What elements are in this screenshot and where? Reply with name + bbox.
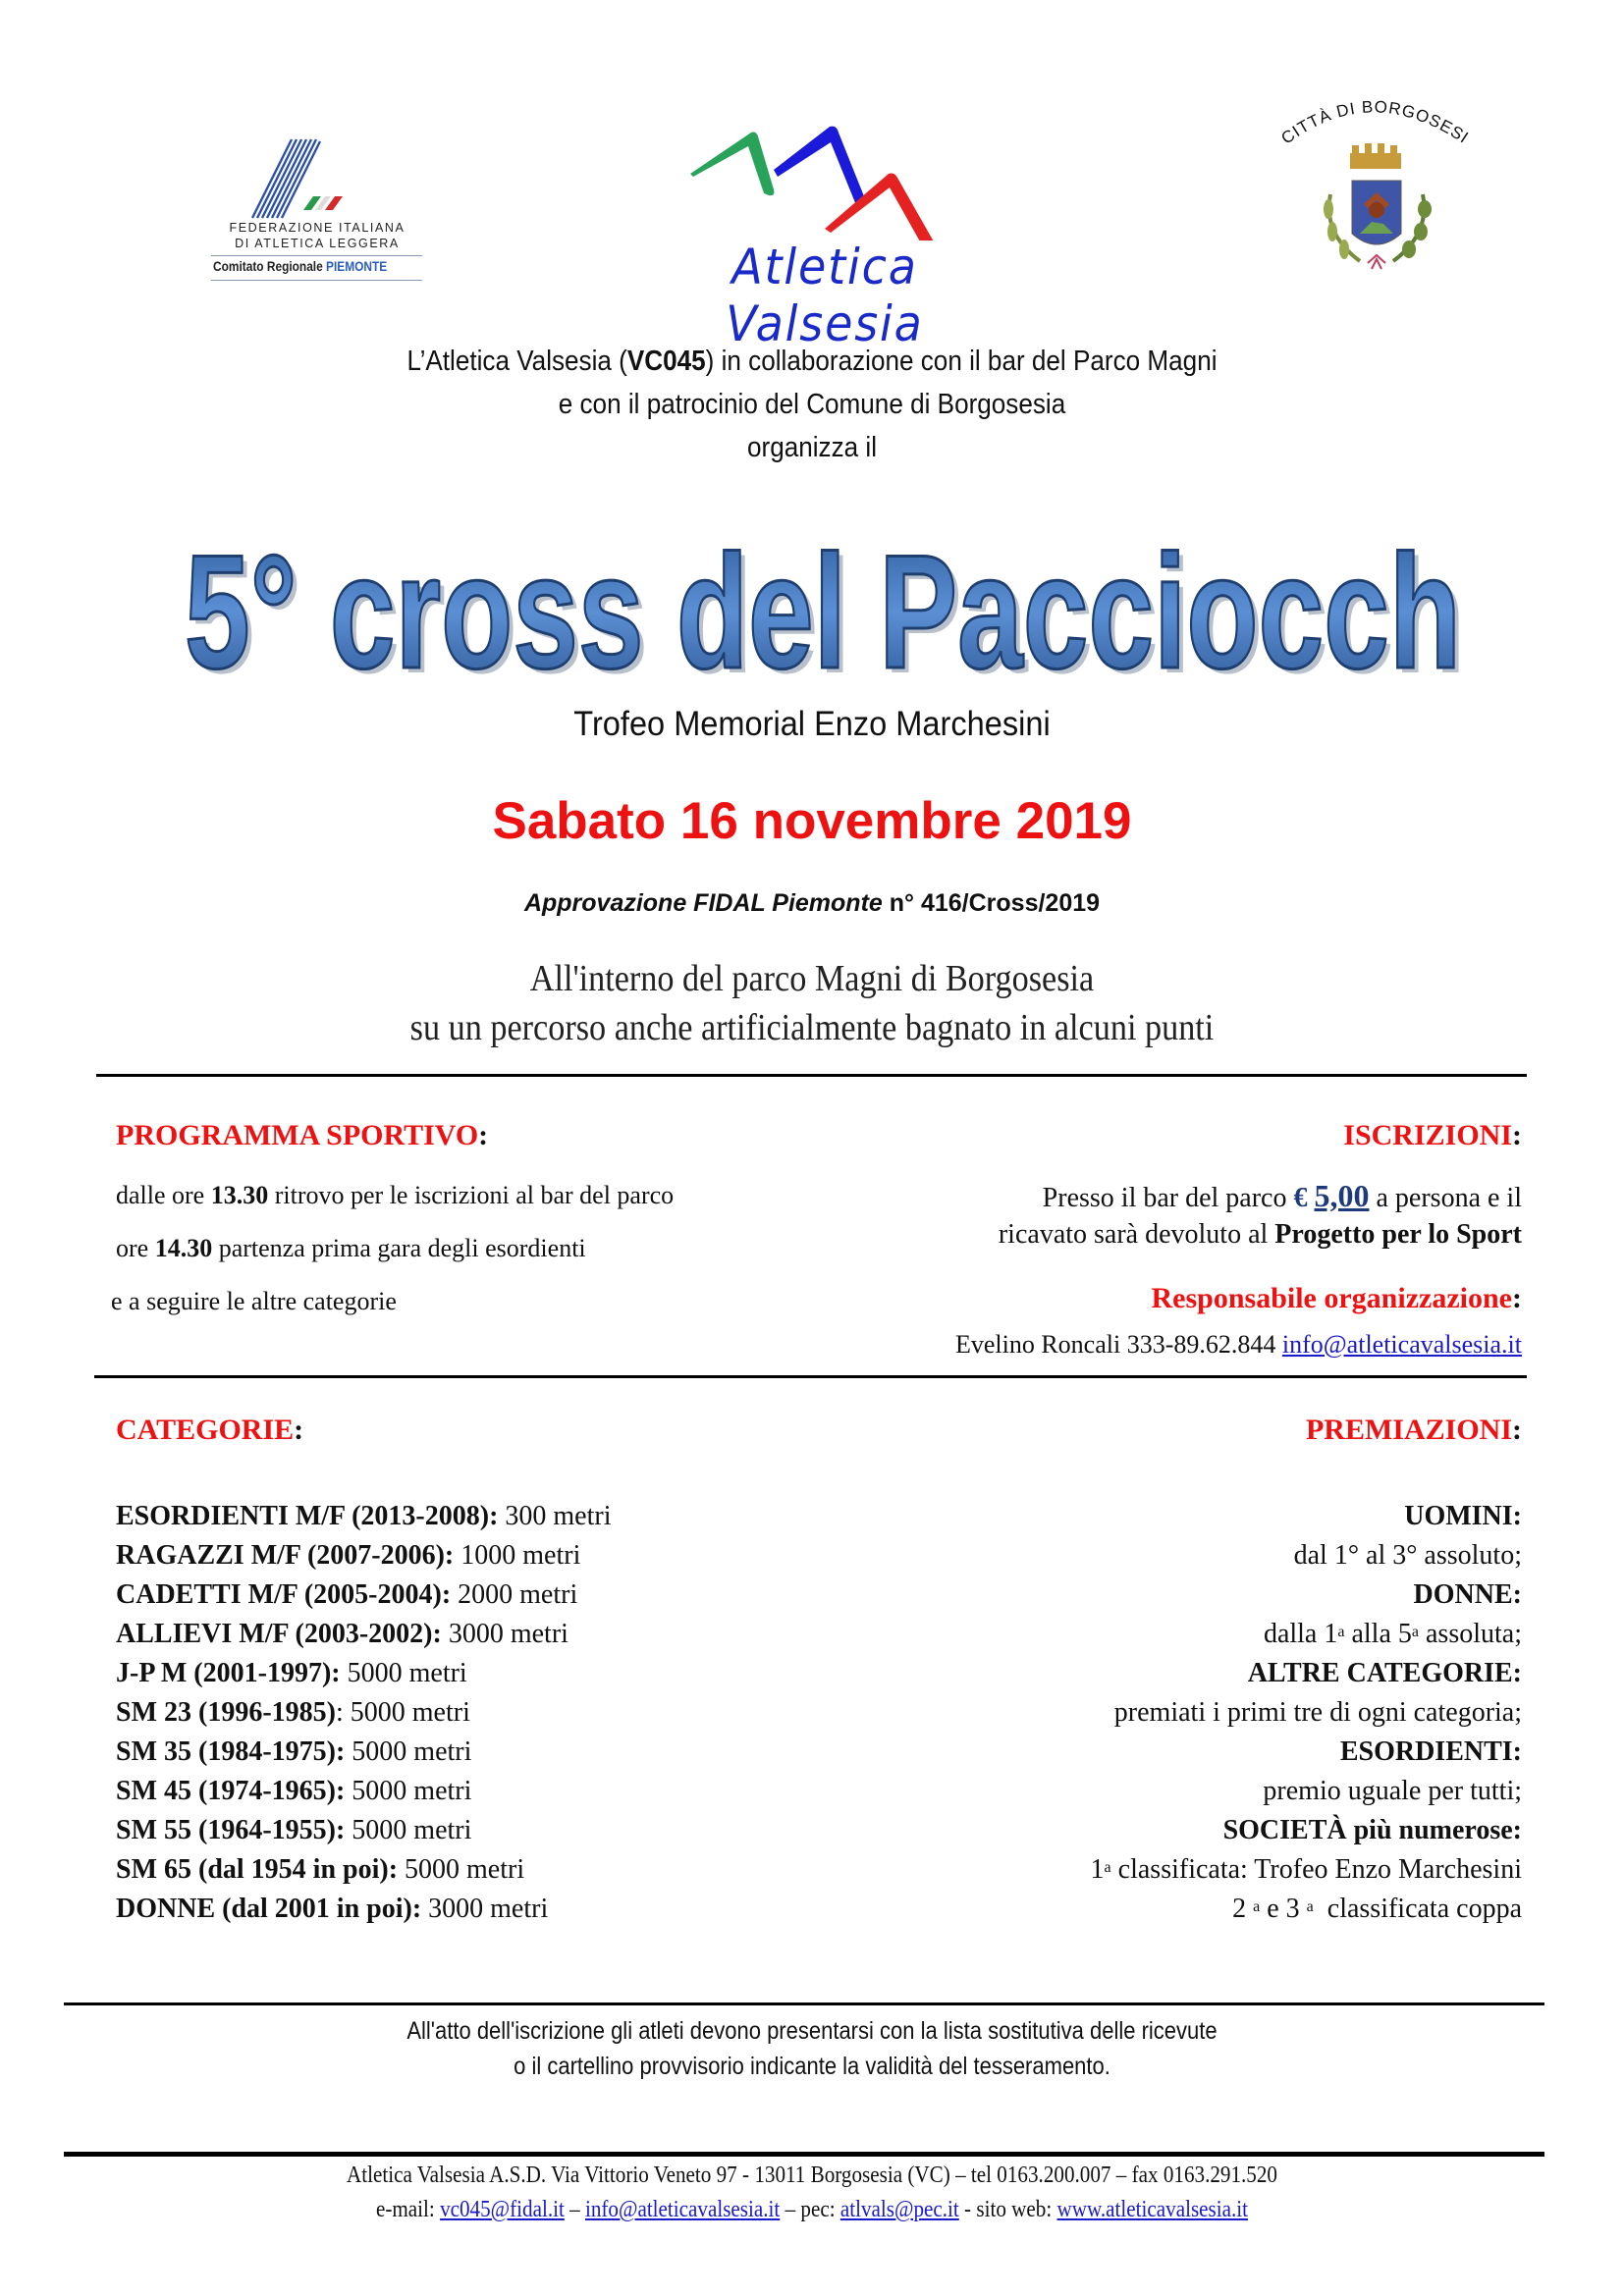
intro-line-3: organizza il bbox=[746, 432, 878, 463]
programma-text: partenza prima gara degli esordienti bbox=[212, 1234, 586, 1262]
prize-text: assoluta; bbox=[1419, 1619, 1522, 1649]
pec-label: – pec: bbox=[780, 2197, 840, 2222]
fidal-logo bbox=[201, 128, 427, 285]
event-title bbox=[167, 525, 1483, 697]
club-name: Atletica Valsesia bbox=[726, 239, 924, 352]
category-row bbox=[116, 1733, 612, 1772]
altre-categorie-label: ALTRE CATEGORIE: bbox=[1247, 1658, 1522, 1688]
notice-line-2: o il cartellino provvisorio indicante la validità del tesseramento. bbox=[514, 2053, 1110, 2080]
category-distance: 3000 metri bbox=[441, 1619, 568, 1649]
prize-text: 1 bbox=[1090, 1854, 1105, 1885]
start-time: 14.30 bbox=[154, 1234, 213, 1262]
ordinal-suffix: a bbox=[1306, 1898, 1314, 1915]
categorie-title: CATEGORIE bbox=[116, 1414, 295, 1446]
category-distance: 5000 metri bbox=[345, 1776, 472, 1806]
ordinal-suffix: a bbox=[1104, 1859, 1111, 1876]
entry-price: 5,00 bbox=[1314, 1178, 1370, 1213]
category-row bbox=[116, 1890, 612, 1929]
ordinal-suffix: a bbox=[1253, 1898, 1261, 1915]
category-label: CADETTI M/F (2005-2004): bbox=[116, 1579, 452, 1610]
category-row bbox=[116, 1772, 612, 1811]
currency-symbol: € bbox=[1293, 1183, 1308, 1213]
iscrizioni-line-1 bbox=[1043, 1178, 1522, 1214]
intro-line-2: e con il patrocinio del Comune di Borgosesia bbox=[558, 389, 1066, 420]
categorie-heading bbox=[116, 1414, 303, 1447]
club-code: VC045 bbox=[626, 346, 706, 377]
fidal-divider bbox=[211, 255, 422, 256]
programma-title: PROGRAMMA SPORTIVO bbox=[116, 1119, 479, 1151]
category-label: ESORDIENTI M/F (2013-2008): bbox=[116, 1501, 499, 1531]
intro-text: L’Atletica Valsesia ( bbox=[406, 346, 627, 377]
divider-1 bbox=[96, 1074, 1527, 1077]
category-row bbox=[116, 1654, 612, 1693]
category-label: RAGAZZI M/F (2007-2006): bbox=[116, 1540, 455, 1571]
category-row bbox=[116, 1615, 612, 1654]
town-name-arc: CITTÀ DI BORGOSESI bbox=[1277, 97, 1473, 148]
ordinal-suffix: a bbox=[1411, 1624, 1419, 1640]
approval-label: Approvazione FIDAL Piemonte bbox=[523, 889, 883, 917]
mountains-icon bbox=[589, 103, 1041, 240]
footer-address: Atletica Valsesia A.S.D. Via Vittorio Veneto 97 - 13011 Borgosesia (VC) – tel 0163.200.007 – fax 0163.291.520 bbox=[347, 2163, 1277, 2188]
altre-categorie-prize: premiati i primi tre di ogni categoria; bbox=[1113, 1697, 1522, 1728]
fidal-committee bbox=[213, 258, 393, 274]
category-distance: 5000 metri bbox=[345, 1815, 472, 1845]
programma-text: ore bbox=[116, 1234, 155, 1262]
event-title-shadow: 5° cross del Pacciocch bbox=[189, 526, 1466, 697]
prize-text: 2 bbox=[1232, 1894, 1254, 1924]
uomini-label: UOMINI: bbox=[1404, 1501, 1522, 1531]
atletica-valsesia-logo bbox=[589, 103, 1041, 352]
esordienti-prize: premio uguale per tutti; bbox=[1263, 1776, 1522, 1806]
category-distance: 3000 metri bbox=[421, 1894, 549, 1924]
iscrizioni-text: ricavato sarà devoluto al bbox=[998, 1219, 1275, 1250]
category-row bbox=[116, 1497, 612, 1536]
iscrizioni-text: Presso il bar del parco bbox=[1042, 1183, 1294, 1213]
responsabile-heading bbox=[1152, 1282, 1523, 1315]
email-label: e-mail: bbox=[375, 2197, 441, 2222]
donne-label: DONNE: bbox=[1413, 1579, 1522, 1610]
programma-text: dalle ore bbox=[116, 1181, 211, 1209]
iscrizioni-line-2 bbox=[999, 1219, 1522, 1251]
event-date: Sabato 16 novembre 2019 bbox=[492, 792, 1132, 850]
intro-text: ) in collaborazione con il bar del Parco Magni bbox=[705, 346, 1218, 377]
category-row bbox=[116, 1850, 612, 1890]
fidal-committee-label: Comitato Regionale bbox=[213, 258, 323, 274]
programma-line-2 bbox=[116, 1234, 586, 1263]
category-distance: 5000 metri bbox=[340, 1658, 467, 1688]
website-label: - sito web: bbox=[958, 2197, 1057, 2222]
category-label: SM 65 (dal 1954 in poi): bbox=[116, 1854, 399, 1885]
location-line-1: All'interno del parco Magni di Borgosesia bbox=[529, 958, 1095, 999]
societa-first-prize bbox=[638, 1850, 1522, 1890]
beneficiary-project: Progetto per lo Sport bbox=[1274, 1219, 1522, 1250]
approval-number: n° 416/Cross/2019 bbox=[882, 889, 1101, 917]
category-row bbox=[116, 1811, 612, 1850]
ritrovo-time: 13.30 bbox=[210, 1181, 269, 1209]
esordienti-label: ESORDIENTI: bbox=[1339, 1736, 1522, 1767]
programma-line-3: e a seguire le altre categorie bbox=[111, 1287, 397, 1315]
fidal-region-label: PIEMONTE bbox=[326, 258, 388, 274]
category-label: J-P M (2001-1997): bbox=[116, 1658, 341, 1688]
category-distance: 1000 metri bbox=[454, 1540, 581, 1571]
prize-text: dalla 1 bbox=[1263, 1619, 1338, 1649]
event-title-text: 5° cross del Pacciocch bbox=[185, 525, 1461, 697]
website-link[interactable]: www.atleticavalsesia.it bbox=[1056, 2197, 1249, 2222]
iscrizioni-heading bbox=[1343, 1119, 1522, 1152]
category-row bbox=[116, 1693, 612, 1733]
iscrizioni-title: ISCRIZIONI bbox=[1343, 1119, 1512, 1151]
fidal-name bbox=[209, 220, 425, 251]
programma-heading bbox=[116, 1119, 488, 1152]
trophy-name: Trofeo Memorial Enzo Marchesini bbox=[573, 705, 1051, 743]
heading-colon: : bbox=[1512, 1414, 1522, 1446]
heading-colon: : bbox=[478, 1119, 489, 1151]
intro-line-1 bbox=[81, 346, 1543, 378]
category-label: SM 45 (1974-1965): bbox=[116, 1776, 346, 1806]
pec-email-link[interactable]: atlvals@pec.it bbox=[839, 2197, 959, 2222]
separator: – bbox=[564, 2197, 585, 2222]
categorie-list bbox=[116, 1497, 612, 1929]
prize-text: classificata: Trofeo Enzo Marchesini bbox=[1110, 1854, 1522, 1885]
notice-line-1: All'atto dell'iscrizione gli atleti devono presentarsi con la lista sostitutiva delle ricevute bbox=[406, 2017, 1218, 2045]
premiazioni-heading bbox=[1306, 1414, 1522, 1447]
divider-3 bbox=[64, 2002, 1544, 2005]
category-distance: 5000 metri bbox=[345, 1736, 472, 1767]
coat-of-arms-icon bbox=[1262, 86, 1488, 288]
category-row bbox=[116, 1536, 612, 1575]
programma-text: ritrovo per le iscrizioni al bar del parco bbox=[268, 1181, 675, 1209]
club-email-link[interactable]: info@atleticavalsesia.it bbox=[584, 2197, 781, 2222]
uomini-prize: dal 1° al 3° assoluto; bbox=[1293, 1540, 1522, 1571]
category-row bbox=[116, 1575, 612, 1615]
location-line-2: su un percorso anche artificialmente bagnato in alcuni punti bbox=[409, 1007, 1215, 1048]
category-label: SM 23 (1996-1985) bbox=[116, 1697, 336, 1728]
category-label: SM 55 (1964-1955): bbox=[116, 1815, 346, 1845]
programma-line-1 bbox=[116, 1181, 674, 1210]
contact-name-phone: Evelino Roncali 333-89.62.844 bbox=[954, 1330, 1282, 1359]
approval-line bbox=[0, 889, 1624, 918]
heading-colon: : bbox=[294, 1414, 304, 1446]
fidal-name-line1: FEDERAZIONE ITALIANA bbox=[229, 221, 406, 235]
responsabile-contact bbox=[955, 1330, 1522, 1360]
town-seal bbox=[1262, 86, 1488, 288]
societa-second-third-prize bbox=[638, 1890, 1522, 1929]
premiazioni-title: PREMIAZIONI bbox=[1305, 1414, 1512, 1446]
fidal-email-link[interactable]: vc045@fidal.it bbox=[440, 2197, 565, 2222]
fidal-divider-bottom bbox=[211, 280, 422, 281]
footer-contacts bbox=[97, 2197, 1527, 2223]
prize-text: e 3 bbox=[1260, 1894, 1307, 1924]
societa-label: SOCIETÀ più numerose: bbox=[1222, 1815, 1522, 1845]
category-distance: : 5000 metri bbox=[335, 1697, 470, 1728]
category-label: SM 35 (1984-1975): bbox=[116, 1736, 346, 1767]
category-label: DONNE (dal 2001 in poi): bbox=[116, 1894, 422, 1924]
category-distance: 5000 metri bbox=[398, 1854, 525, 1885]
footer-divider bbox=[64, 2152, 1544, 2157]
fidal-name-line2: DI ATLETICA LEGGERA bbox=[235, 237, 400, 250]
heading-colon: : bbox=[1512, 1282, 1522, 1314]
contact-email-link[interactable]: info@atleticavalsesia.it bbox=[1281, 1330, 1522, 1359]
prize-text: alla 5 bbox=[1344, 1619, 1412, 1649]
category-distance: 2000 metri bbox=[451, 1579, 578, 1610]
divider-2 bbox=[94, 1375, 1527, 1378]
responsabile-title: Responsabile organizzazione bbox=[1151, 1282, 1512, 1314]
category-label: ALLIEVI M/F (2003-2002): bbox=[116, 1619, 442, 1649]
category-distance: 300 metri bbox=[498, 1501, 612, 1531]
iscrizioni-text: a persona e il bbox=[1369, 1183, 1522, 1213]
ordinal-suffix: a bbox=[1337, 1624, 1345, 1640]
prize-text: classificata coppa bbox=[1313, 1894, 1522, 1924]
donne-prize bbox=[638, 1615, 1522, 1654]
heading-colon: : bbox=[1512, 1119, 1522, 1151]
premiazioni-list bbox=[638, 1497, 1522, 1929]
